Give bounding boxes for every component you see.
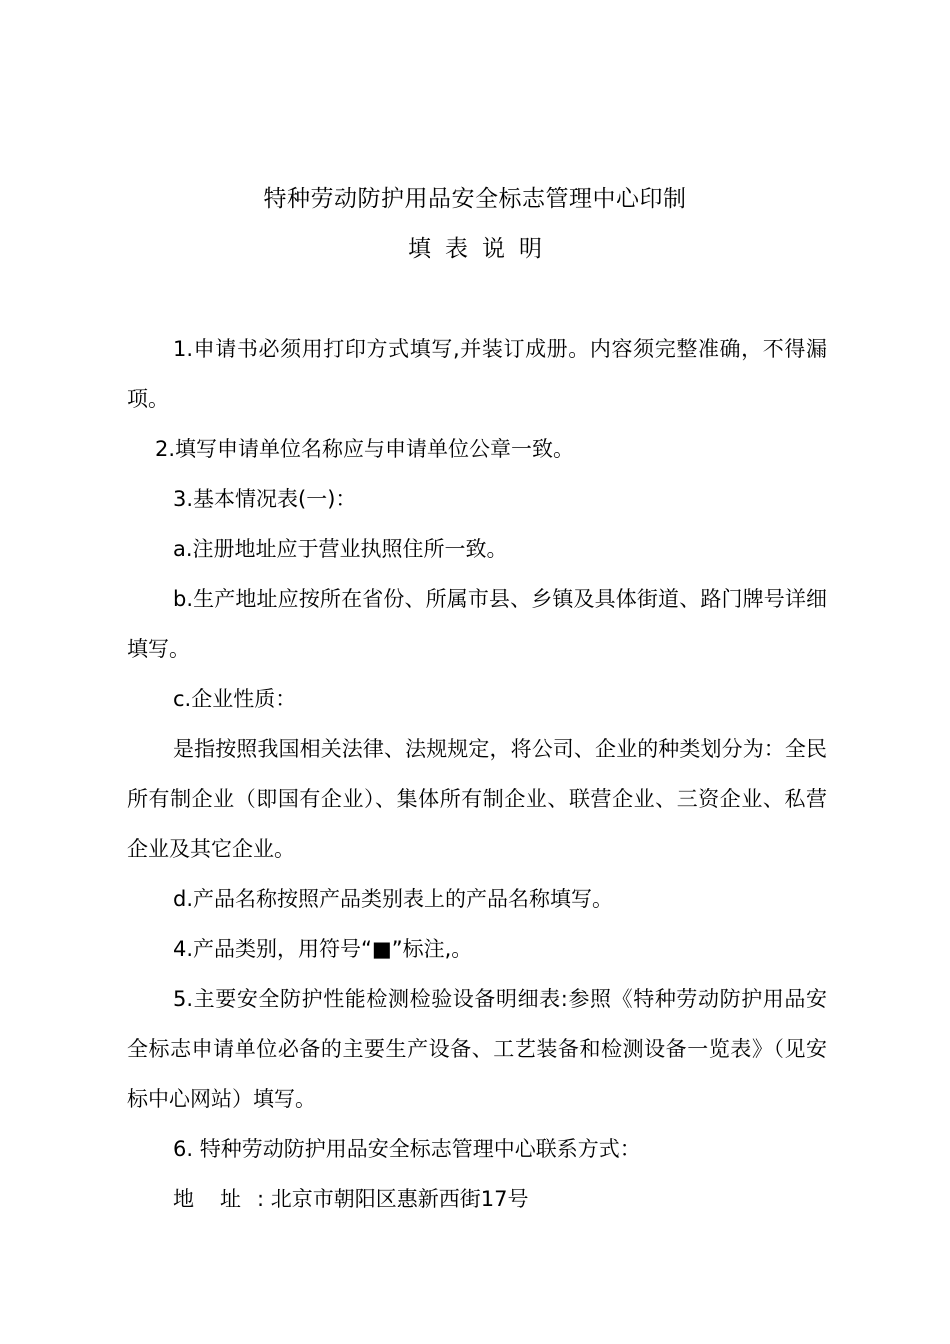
paragraph-5: 5.主要安全防护性能检测检验设备明细表:参照《特种劳动防护用品安全标志申请单位必备的主要生产设备、工艺装备和检测设备一览表》（见安标中心网站）填写。 (127, 987, 827, 1111)
address-value: : 北京市朝阳区惠新西街17号 (257, 1187, 529, 1211)
paragraph-3: 3.基本情况表(一)： (173, 487, 357, 511)
doc-title: 填表说明 (408, 236, 556, 262)
paragraph-2: 2.填写申请单位名称应与申请单位公章一致。 (155, 437, 575, 461)
instructions-body (127, 324, 827, 1224)
paragraph-1: 1.申请书必须用打印方式填写,并装订成册。内容须完整准确，不得漏项。 (127, 337, 827, 411)
paragraph-3c-detail: 是指按照我国相关法律、法规规定，将公司、企业的种类划分为：全民所有制企业（即国有企业）、集体所有制企业、联营企业、三资企业、私营企业及其它企业。 (127, 737, 827, 861)
paragraph-3a: a.注册地址应于营业执照住所一致。 (173, 537, 508, 561)
paragraph-6: 6. 特种劳动防护用品安全标志管理中心联系方式： (173, 1137, 641, 1161)
address-label: 地址 (173, 1187, 267, 1211)
address-row (127, 1174, 827, 1224)
paragraph-3c: c.企业性质： (173, 687, 297, 711)
org-title: 特种劳动防护用品安全标志管理中心印制 (263, 186, 687, 212)
paragraph-4: 4.产品类别，用符号“■”标注,。 (173, 937, 473, 961)
paragraph-3b: b.生产地址应按所在省份、所属市县、乡镇及具体街道、路门牌号详细填写。 (127, 587, 827, 661)
paragraph-3d: d.产品名称按照产品类别表上的产品名称填写。 (173, 887, 614, 911)
